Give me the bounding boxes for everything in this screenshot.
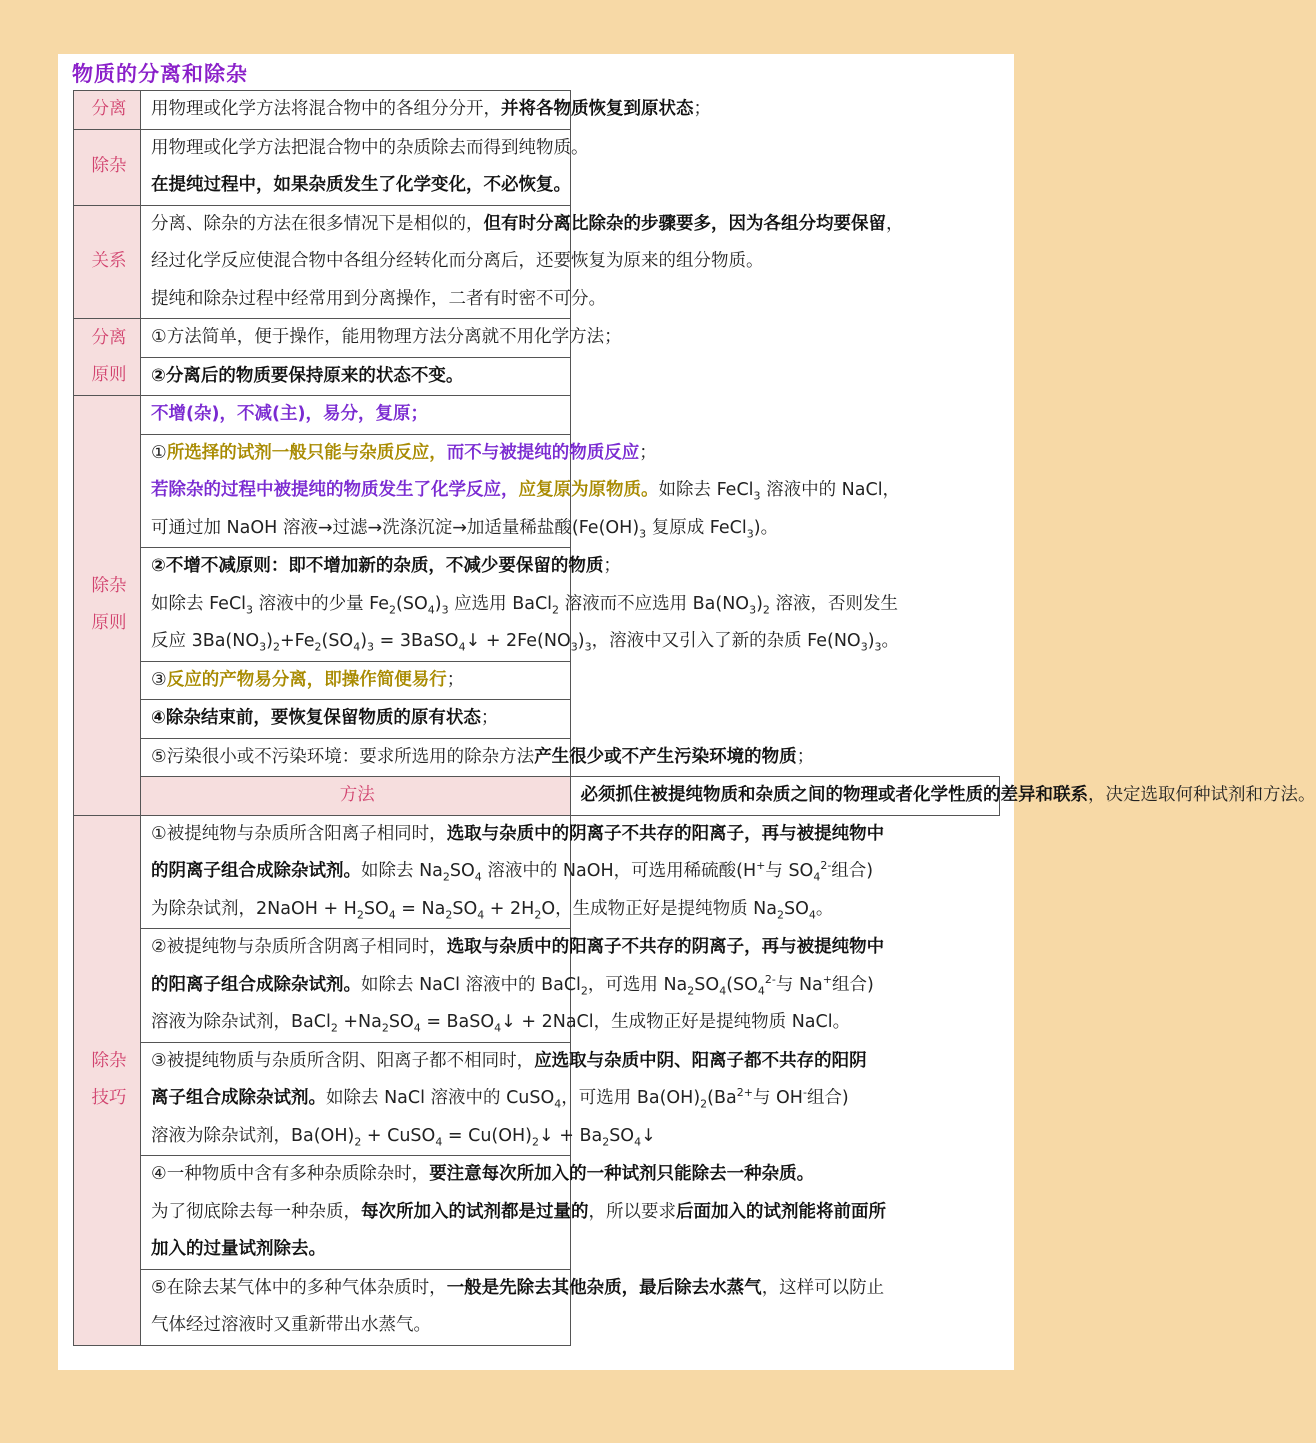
cy2-bold: ②不增不减原则：即不增加新的杂质，不减少要保留的物质 <box>151 556 604 576</box>
cy1-olive: 所选择的试剂一般只能与杂质反应， <box>166 442 447 463</box>
jq2-a: ②被提纯物与杂质所含阴离子相同时， <box>151 937 447 957</box>
jq3-l3-e: SO <box>609 1125 635 1146</box>
cell-jiqiao-1 <box>141 815 885 929</box>
cy1-purple: 而不与被提纯的物质反应 <box>446 442 640 463</box>
cy5-tail: ； <box>796 746 815 767</box>
cy2-l3-b: ) <box>266 631 273 651</box>
cy1-l2-sub: 3 <box>753 489 761 503</box>
cy3-olive: 反应的产物易分离，即操作简便易行 <box>166 669 447 690</box>
cy2-l3-i: ，溶液中又引入了新的杂质 Fe(NO <box>591 631 861 651</box>
cy2-l2-e: 应选用 BaCl <box>448 593 553 614</box>
cy4-tail: ； <box>480 708 499 728</box>
label-fenli-yuanze-2: 原则 <box>91 365 127 385</box>
jq1-l3-s1: 2 <box>356 908 364 921</box>
cell-jiqiao-4 <box>141 1156 886 1270</box>
cy2-l2-f: 溶液而不应选用 Ba(NO <box>559 593 750 614</box>
jq4-b: 要注意每次所加入的一种试剂只能除去一种杂质。 <box>429 1164 815 1184</box>
cell-fangfa <box>570 777 1316 816</box>
jq4-l2-a: 为了彻底除去每一种杂质， <box>151 1201 361 1222</box>
guanxi-l1-tail: ， <box>886 213 904 234</box>
cy1-l3-a: 可通过加 NaOH 溶液→过滤→洗涤沉淀→加适量稀盐酸(Fe(OH) <box>151 517 640 538</box>
jq2-l2-s1: 2 <box>580 984 588 997</box>
jq3-l2-d: 与 OH <box>752 1088 803 1108</box>
jq3-l3-f: ↓ <box>641 1125 656 1146</box>
label-jiqiao-2: 技巧 <box>91 1088 127 1108</box>
label-jiqiao <box>74 815 141 1345</box>
row-jiqiao-2 <box>74 929 1000 1043</box>
guanxi-line3: 提纯和除杂过程中经常用到分离操作，二者有时密不可分。 <box>151 288 606 309</box>
cy2-l2-s4: 3 <box>441 603 449 616</box>
label-fenli-yuanze <box>74 319 141 396</box>
jq2-l2-a: 如除去 NaCl 溶液中的 BaCl <box>361 974 581 995</box>
jq3-l2-e: 组合) <box>806 1088 849 1108</box>
fenli-bold: 并将各物质恢复到原状态 <box>501 99 694 119</box>
jq1-l3-s4: 4 <box>477 908 485 921</box>
jq3-l2-s2: 2 <box>700 1097 708 1111</box>
cy2-l3-s6: 4 <box>458 640 466 654</box>
cy2-l2-s5: 2 <box>552 603 560 616</box>
cell-jiqiao-5 <box>141 1269 885 1345</box>
cy2-l2-c: (SO <box>396 593 428 614</box>
jq1-l2-s2: 4 <box>474 870 482 884</box>
jq3-l3-s5: 4 <box>634 1135 642 1148</box>
chuza-line2: 在提纯过程中，如果杂质发生了化学变化，不必恢复。 <box>151 175 571 195</box>
cy2-l3-s1: 3 <box>259 640 267 654</box>
fenli-text: 用物理或化学方法将混合物中的各组分分开， <box>151 99 501 119</box>
cy2-l3-h: ) <box>577 631 585 651</box>
jq1-a: ①被提纯物与杂质所含阳离子相同时， <box>151 823 447 844</box>
jq5-l2: 气体经过溶液时又重新带出水蒸气。 <box>151 1315 431 1335</box>
cy1-l3-sub1: 3 <box>639 527 647 540</box>
jq5-b: 一般是先除去其他杂质，最后除去水蒸气 <box>446 1277 762 1298</box>
cy1-num: ① <box>151 442 167 463</box>
jq1-l2-sup1: + <box>756 859 766 873</box>
jq1-l3-d: SO <box>452 898 478 919</box>
cy2-l2-d: ) <box>434 593 442 614</box>
cy3-num: ③ <box>151 669 167 690</box>
cell-fenli-yuanze-2 <box>141 357 571 396</box>
jq1-l3-s3: 2 <box>445 908 453 921</box>
row-chuza-yuanze-4 <box>74 700 1000 739</box>
content-table <box>73 90 1316 1346</box>
jq2-l2-sup2: + <box>822 972 832 986</box>
guanxi-l1-bold: 但有时分离比除杂的步骤要多，因为各组分均要保留 <box>483 213 886 234</box>
cell-guanxi <box>141 205 904 319</box>
cy2-l3-e: ) <box>360 631 368 651</box>
jq3-l2-sup1: 2+ <box>736 1086 753 1100</box>
jq3-l2-a: 如除去 NaCl 溶液中的 CuSO <box>326 1088 555 1108</box>
jq2-l3-a: 溶液为除杂试剂，BaCl <box>151 1012 331 1032</box>
jq2-l2-f: 组合) <box>831 974 874 995</box>
cell-chuza-yuanze-2 <box>141 548 900 662</box>
jq2-l3-s4: 4 <box>494 1021 502 1035</box>
cy2-tail: ； <box>603 556 621 576</box>
jq2-l2-b: ，可选用 Na <box>587 974 688 995</box>
jq3-l3-b: + CuSO <box>361 1125 436 1146</box>
cy1-l2-text-a: 如除去 FeCl <box>658 480 754 500</box>
label-jiqiao-1: 除杂 <box>91 1050 127 1071</box>
jq5-a: ⑤在除去某气体中的多种气体杂质时， <box>151 1277 447 1298</box>
jq2-l3-d: = BaSO <box>420 1012 495 1032</box>
row-fenli-yuanze-2 <box>74 357 1000 396</box>
jq1-b: 选取与杂质中的阴离子不共存的阳离子，再与被提纯物中 <box>446 823 885 844</box>
row-chuza-yuanze-3 <box>74 661 1000 700</box>
fenli-yuanze-text-1: ①方法简单，便于操作，能用物理方法分离就不用化学方法； <box>151 327 622 347</box>
row-guanxi <box>74 205 1000 319</box>
cy2-l2-s3: 4 <box>427 603 435 616</box>
jq3-b: 应选取与杂质中阴、阳离子都不共存的阳阴 <box>534 1050 867 1071</box>
fangfa-text: ，决定选取何种试剂和方法。 <box>1088 785 1316 805</box>
cy2-l3-s9: 3 <box>860 640 868 654</box>
cy2-l3-f: = 3BaSO <box>374 631 459 651</box>
jq4-l3: 加入的过量试剂除去。 <box>151 1239 326 1259</box>
cell-fenli <box>141 91 711 130</box>
jq3-l3-d: ↓ + Ba <box>539 1125 603 1146</box>
jq4-l2-c: ，所以要求 <box>588 1201 676 1222</box>
jq5-c: ，这样可以防止 <box>761 1277 885 1298</box>
jq2-l2-s4: 4 <box>757 984 765 997</box>
jq2-b: 选取与杂质中的阳离子不共存的阴离子，再与被提纯物中 <box>446 937 885 957</box>
row-chuza-yuanze-0 <box>74 396 1000 435</box>
cy2-l3-d: (SO <box>321 631 354 651</box>
jq1-l3-s6: 2 <box>776 908 784 921</box>
row-jiqiao-5 <box>74 1269 1000 1345</box>
jq1-l2-c: 溶液中的 NaOH，可选用稀硫酸(H <box>481 861 757 881</box>
cy2-l3-s3: 2 <box>314 640 322 654</box>
cy1-l2-purple: 若除杂的过程中被提纯的物质发生了化学反应， <box>151 480 519 500</box>
cy2-l3-a: 反应 3Ba(NO <box>151 631 260 651</box>
cy2-l3-s8: 3 <box>584 640 592 654</box>
jq3-a: ③被提纯物质与杂质所含阴、阳离子都不相同时， <box>151 1050 535 1071</box>
jq1-l3-b: SO <box>363 898 389 919</box>
jq3-l3-a: 溶液为除杂试剂，Ba(OH) <box>151 1125 355 1146</box>
chuza-yuanze-summary: 不增(杂)，不减(主)，易分，复原； <box>151 404 428 424</box>
jq3-l2-c: (Ba <box>707 1088 737 1108</box>
cell-chuza <box>141 129 589 205</box>
jq2-l2-bold: 的阳离子组合成除杂试剂。 <box>151 974 361 995</box>
jq2-l2-c: SO <box>694 974 720 995</box>
cy1-l2-olive: 应复原为原物质。 <box>518 480 659 500</box>
jq1-l2-bold: 的阴离子组合成除杂试剂。 <box>151 861 361 881</box>
cy2-l3-g: ↓ + 2Fe(NO <box>465 631 571 651</box>
cell-chuza-yuanze-1 <box>141 434 901 548</box>
cy2-l2-s2: 2 <box>389 603 397 616</box>
guanxi-l1-text: 分离、除杂的方法在很多情况下是相似的， <box>151 213 484 234</box>
cy2-l3-s5: 3 <box>367 640 375 654</box>
guanxi-line2: 经过化学反应使混合物中各组分经转化而分离后，还要恢复为原来的组分物质。 <box>151 251 764 271</box>
jq1-l2-d: 与 SO <box>765 861 814 881</box>
label-fangfa: 方法 <box>141 777 571 816</box>
jq3-l3-s3: 2 <box>532 1135 539 1148</box>
cell-jiqiao-3 <box>141 1042 867 1156</box>
jq3-l2-s1: 4 <box>554 1097 562 1111</box>
cy2-l3-s4: 4 <box>353 640 361 654</box>
row-chuza-yuanze-1 <box>74 434 1000 548</box>
jq2-l2-sup1: 2- <box>764 972 776 986</box>
jq1-l3-f: O，生成物正好是提纯物质 Na <box>541 898 777 919</box>
jq3-l3-c: = Cu(OH) <box>442 1125 532 1146</box>
cell-jiqiao-2 <box>141 929 885 1043</box>
cy1-l2-text-b: 溶液中的 NaCl， <box>760 480 901 500</box>
jq2-l2-s2: 2 <box>687 984 695 997</box>
cy2-l3-s10: 3 <box>874 640 882 654</box>
jq1-l2-s1: 2 <box>442 870 450 884</box>
label-chuza-yuanze-2: 原则 <box>91 613 127 634</box>
cell-chuza-yuanze-0 <box>141 396 571 435</box>
label-fenli: 分离 <box>74 91 141 130</box>
cy2-l2-s7: 2 <box>762 603 770 616</box>
jq3-l3-s2: 4 <box>435 1135 443 1148</box>
cy2-l3-s7: 3 <box>570 640 578 654</box>
jq1-l2-a: 如除去 Na <box>361 861 443 881</box>
cy3-tail: ； <box>446 669 465 690</box>
fangfa-bold: 必须抓住被提纯物质和杂质之间的物理或者化学性质的差异和联系 <box>580 785 1088 805</box>
label-chuza-yuanze-1: 除杂 <box>91 575 127 596</box>
jq4-l2-b: 每次所加入的试剂都是过量的 <box>361 1201 589 1222</box>
jq1-l2-sup2: 2- <box>820 859 832 873</box>
jq1-l2-b: SO <box>449 861 475 881</box>
jq4-a: ④一种物质中含有多种杂质除杂时， <box>151 1164 430 1184</box>
jq1-l3-s5: 2 <box>534 908 542 921</box>
jq3-l3-s1: 2 <box>354 1135 362 1148</box>
row-chuza-yuanze-2 <box>74 548 1000 662</box>
cy1-tail: ； <box>639 442 657 463</box>
jq2-l2-d: (SO <box>726 974 758 995</box>
jq3-l3-s4: 2 <box>602 1135 610 1148</box>
cy1-l3-sub2: 3 <box>746 527 754 540</box>
cy2-l3-k: 。 <box>881 631 900 651</box>
jq1-l3-c: = Na <box>395 898 446 919</box>
jq2-l3-s3: 4 <box>413 1021 421 1035</box>
cy2-l2-a: 如除去 FeCl <box>151 593 247 614</box>
jq1-l3-s2: 4 <box>388 908 396 921</box>
row-chuza-yuanze-5 <box>74 738 1000 777</box>
cy5-text: ⑤污染很小或不污染环境：要求所选用的除杂方法 <box>151 746 535 767</box>
cy2-l3-s2: 2 <box>272 640 280 654</box>
jq1-l3-s7: 4 <box>808 908 816 921</box>
cy2-l2-g: ) <box>756 593 763 614</box>
cy2-l3-j: ) <box>867 631 875 651</box>
jq2-l2-e: 与 Na <box>775 974 823 995</box>
row-jiqiao-1 <box>74 815 1000 929</box>
row-fangfa <box>74 777 1000 816</box>
jq2-l3-b: +Na <box>337 1012 382 1032</box>
jq2-l3-e: ↓ + 2NaCl，生成物正好是提纯物质 NaCl。 <box>501 1012 851 1032</box>
jq2-l3-c: SO <box>388 1012 414 1032</box>
jq1-l3-h: 。 <box>815 898 834 919</box>
jq1-l3-a: 为除杂试剂，2NaOH + H <box>151 898 357 919</box>
cy1-l3-c: )。 <box>753 517 779 538</box>
cy2-l3-c: +Fe <box>279 631 315 651</box>
jq3-l2-b: ，可选用 Ba(OH) <box>561 1088 701 1108</box>
label-chuza: 除杂 <box>74 129 141 205</box>
fenli-tail: ； <box>693 99 711 119</box>
cy2-l2-s6: 3 <box>749 603 757 616</box>
cy2-l2-s1: 3 <box>246 603 254 616</box>
jq4-l2-d: 后面加入的试剂能将前面所 <box>676 1201 886 1222</box>
cy2-l2-h: 溶液，否则发生 <box>769 593 898 614</box>
label-guanxi: 关系 <box>74 205 141 319</box>
jq2-l2-s3: 4 <box>719 984 727 997</box>
jq1-l3-e: + 2H <box>484 898 535 919</box>
row-chuza <box>74 129 1000 205</box>
cell-fenli-yuanze-1 <box>141 319 622 358</box>
label-fenli-yuanze-1: 分离 <box>91 327 127 348</box>
cell-chuza-yuanze-3 <box>141 661 571 700</box>
row-jiqiao-3 <box>74 1042 1000 1156</box>
jq3-l2-sup2: - <box>802 1086 807 1100</box>
jq3-l2-bold: 离子组合成除杂试剂。 <box>151 1088 326 1108</box>
jq1-l3-g: SO <box>783 898 809 919</box>
row-fenli-yuanze-1 <box>74 319 1000 358</box>
document-sheet <box>58 54 1316 1370</box>
cell-chuza-yuanze-5 <box>141 738 815 777</box>
row-jiqiao-4 <box>74 1156 1000 1270</box>
cy2-l2-b: 溶液中的少量 Fe <box>253 593 390 614</box>
row-fenli <box>74 91 1000 130</box>
jq1-l2-s3: 4 <box>813 870 821 884</box>
cy5-bold: 产生很少或不产生污染环境的物质 <box>534 746 797 767</box>
fenli-yuanze-text-2: ②分离后的物质要保持原来的状态不变。 <box>151 365 464 386</box>
label-chuza-yuanze <box>74 396 141 816</box>
document-title: 物质的分离和除杂 <box>72 62 248 86</box>
jq2-l3-s1: 2 <box>330 1021 338 1035</box>
jq2-l3-s2: 2 <box>381 1021 389 1035</box>
cy1-l3-b: 复原成 FeCl <box>646 517 747 538</box>
jq1-l2-e: 组合) <box>831 861 874 881</box>
chuza-line1: 用物理或化学方法把混合物中的杂质除去而得到纯物质。 <box>151 137 589 158</box>
cy4-bold: ④除杂结束前，要恢复保留物质的原有状态 <box>151 708 481 728</box>
cell-chuza-yuanze-4 <box>141 700 571 739</box>
